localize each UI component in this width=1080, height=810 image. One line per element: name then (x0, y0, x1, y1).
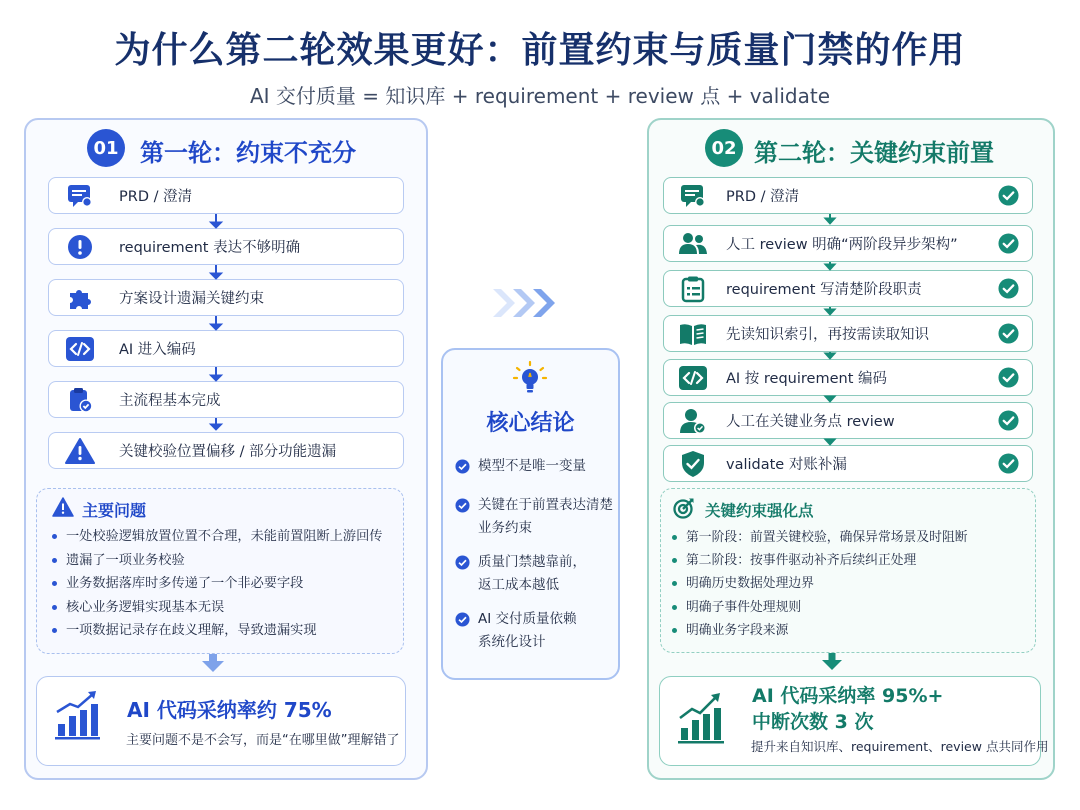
list-item (455, 455, 615, 478)
list-item: 第一阶段：前置关键校验，确保异常场景及时阻断 (668, 526, 968, 549)
right-step-validate (663, 445, 1033, 482)
user-review-icon (678, 406, 708, 436)
right-step-label: requirement 写清楚阶段职责 (726, 282, 922, 298)
clipboard-list-icon (678, 274, 708, 304)
chevron-right-icon (491, 285, 573, 321)
left-step-mainflow (48, 381, 404, 418)
check-circle-icon (455, 459, 470, 474)
warning-icon (52, 497, 74, 521)
bar-chart-icon (52, 686, 102, 746)
check-circle-icon (998, 453, 1019, 474)
conclusion-text: 业务约束 (478, 520, 532, 536)
chat-icon (678, 181, 708, 211)
conclusion-text: 质量门禁越靠前， (478, 554, 586, 570)
down-arrow-icon (820, 653, 844, 673)
list-item: 一处校验逻辑放置位置不合理，未能前置阻断上游回传 (48, 525, 383, 549)
left-step-prd (48, 177, 404, 214)
left-flow-arrows (206, 214, 226, 432)
check-circle-icon (455, 555, 470, 570)
left-step-coding (48, 330, 404, 367)
list-item: 核心业务逻辑实现基本无误 (48, 596, 383, 620)
round-two-adoption-rate: AI 代码采纳率 95%+ (752, 685, 944, 707)
page-subtitle: AI 交付质量 = 知识库 + requirement + review 点 + validate (249, 84, 831, 108)
right-step-review-architecture (663, 225, 1033, 262)
growth-chart-icon (676, 688, 728, 750)
round-two-headline (752, 683, 943, 735)
core-conclusion-heading: 核心结论 (486, 411, 575, 436)
main-issues-heading: 主要问题 (82, 501, 147, 520)
left-step-label: AI 进入编码 (119, 342, 196, 358)
right-step-coding (663, 359, 1033, 396)
round-two-heading: 第二轮：关键约束前置 (754, 139, 994, 167)
check-circle-icon (998, 278, 1019, 299)
right-step-knowledge (663, 315, 1033, 352)
check-circle-icon (455, 612, 470, 627)
left-step-offset (48, 432, 404, 469)
users-icon (678, 229, 708, 259)
puzzle-icon (65, 283, 95, 313)
round-one-adoption-rate: AI 代码采纳率约 75% (127, 698, 332, 722)
key-constraints-heading: 关键约束强化点 (705, 502, 814, 520)
down-arrow-icon (200, 654, 226, 674)
round-two-badge: 02 (705, 129, 743, 167)
list-item: 一项数据记录存在歧义理解，导致遗漏实现 (48, 619, 383, 643)
round-one-heading: 第一轮：约束不充分 (140, 139, 356, 167)
left-step-label: PRD / 澄清 (119, 189, 193, 205)
check-circle-icon (998, 233, 1019, 254)
left-step-label: 关键校验位置偏移 / 部分功能遗漏 (119, 444, 337, 460)
list-item: 明确子事件处理规则 (668, 596, 968, 619)
left-step-label: requirement 表达不够明确 (119, 240, 301, 256)
list-item: 明确业务字段来源 (668, 619, 968, 642)
right-step-label: 人工在关键业务点 review (726, 414, 895, 430)
conclusion-text: 返工成本越低 (478, 577, 559, 593)
right-step-label: AI 按 requirement 编码 (726, 371, 887, 387)
list-item (455, 494, 615, 540)
core-conclusion-list (455, 455, 615, 654)
list-item (455, 551, 615, 597)
code-icon (678, 363, 708, 393)
right-step-label: PRD / 澄清 (726, 189, 800, 205)
list-item: 遗漏了一项业务校验 (48, 549, 383, 573)
right-step-label: validate 对账补漏 (726, 457, 847, 473)
left-step-label: 方案设计遗漏关键约束 (119, 291, 264, 307)
target-icon (673, 497, 695, 523)
list-item (455, 608, 615, 654)
alert-circle-icon (65, 232, 95, 262)
list-item: 业务数据落库时多传递了一个非必要字段 (48, 572, 383, 596)
round-two-interruptions: 中断次数 3 次 (752, 711, 874, 733)
round-one-note: 主要问题不是不会写，而是“在哪里做”理解错了 (126, 733, 400, 748)
left-step-label: 主流程基本完成 (119, 393, 221, 409)
left-step-design (48, 279, 404, 316)
code-icon (65, 334, 95, 364)
check-circle-icon (455, 498, 470, 513)
conclusion-text: 关键在于前置表达清楚 (478, 497, 613, 513)
shield-check-icon (678, 449, 708, 479)
chat-icon (65, 181, 95, 211)
right-step-label: 先读知识索引，再按需读取知识 (726, 327, 929, 343)
check-circle-icon (998, 367, 1019, 388)
right-flow-arrows (820, 214, 840, 446)
round-one-badge: 01 (87, 129, 125, 167)
warning-icon (65, 436, 95, 466)
right-step-business-review (663, 402, 1033, 439)
check-circle-icon (998, 323, 1019, 344)
key-constraints-list (668, 526, 968, 642)
right-step-label: 人工 review 明确“两阶段异步架构” (726, 237, 958, 253)
right-step-prd (663, 177, 1033, 214)
main-issues-list (48, 525, 383, 643)
left-step-requirement (48, 228, 404, 265)
conclusion-text: AI 交付质量依赖 (478, 611, 577, 627)
check-circle-icon (998, 185, 1019, 206)
round-two-note: 提升来自知识库、requirement、review 点共同作用 (751, 739, 1049, 754)
page-title: 为什么第二轮效果更好：前置约束与质量门禁的作用 (114, 30, 966, 71)
book-icon (678, 319, 708, 349)
lightbulb-icon (512, 360, 548, 402)
check-circle-icon (998, 410, 1019, 431)
conclusion-text: 系统化设计 (478, 634, 546, 650)
right-step-requirement (663, 270, 1033, 307)
clipboard-check-icon (65, 385, 95, 415)
list-item: 第二阶段：按事件驱动补齐后续纠正处理 (668, 549, 968, 572)
list-item: 明确历史数据处理边界 (668, 572, 968, 595)
conclusion-text: 模型不是唯一变量 (478, 458, 586, 474)
